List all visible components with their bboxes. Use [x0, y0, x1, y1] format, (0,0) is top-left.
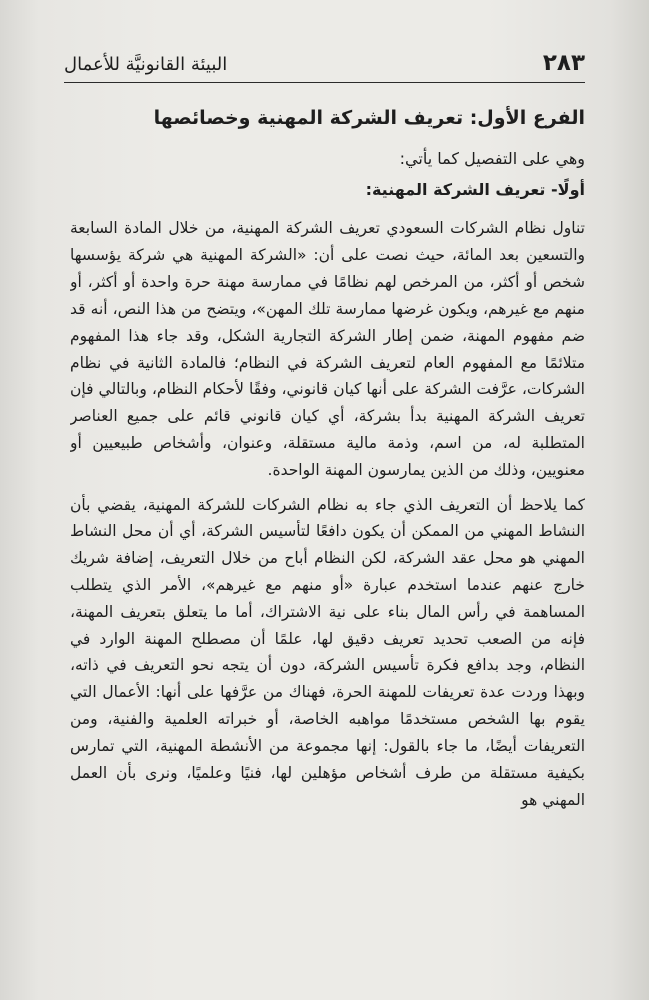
page-body — [70, 104, 585, 988]
intro-line: وهي على التفصيل كما يأتي: — [399, 149, 585, 169]
page-number: ٢٨٣ — [542, 50, 585, 76]
subheading: أولًا- تعريف الشركة المهنية: — [365, 180, 585, 200]
paragraph-analysis: كما يلاحظ أن التعريف الذي جاء به نظام الشركات للشركة المهنية، يقضي بأن النشاط المهني من الممكن أن يكون دافعًا لتأسيس الشركة، أي أن محل النشاط المهني هو محل عقد الشركة، لكن النظام أباح من خلال التعريف، إضافة شريك خارج عنهم عندما استخدم عبارة «أو منهم مع غيرهم»، الأمر الذي يتطلب المساهمة في رأس المال بناء على نية الاشتراك، أما ما يتعلق بتعريف المهنة، فإنه من الصعب تحديد تعريف دقيق لها، علمًا أن مصطلح المهنة الوارد في النظام، وجد بدافع فكرة تأسيس الشركة، دون أن يتجه نحو التعريف في ذاته، وبهذا وردت عدة تعريفات للمهنة الحرة، فهناك من عرَّفها على أنها: الأعمال التي يقوم بها الشخص مستخدمًا مواهبه الخاصة، أو خبراته العلمية والفنية، ومن التعريفات أيضًا، ما جاء بالقول: إنها مجموعة من الأنشطة المهنية، التي تمارس بكيفية مستقلة من طرف أشخاص مؤهلين لها، فنيًا وعلميًا، ونرى بأن العمل المهني هو — [70, 495, 585, 809]
running-header — [64, 44, 585, 83]
section-title: الفرع الأول: تعريف الشركة المهنية وخصائصها — [153, 107, 585, 129]
paragraph-definition: تناول نظام الشركات السعودي تعريف الشركة المهنية، من خلال المادة السابعة والتسعين بعد المائة، حيث نصت على أن: «الشركة المهنية هي شركة يؤسسها شخص أو أكثر، من المرخص لهم نظامًا في ممارسة مهنة حرة واحدة أو أكثر، أو منهم مع غيرهم، ويكون غرضها ممارسة تلك المهن»، ويتضح من هذا النص، أنه قد ضم مفهوم المهنة، ضمن إطار الشركة التجارية الشكل، وقد جاء هذا المفهوم متلائمًا مع المفهوم العام لتعريف الشركة في النظام؛ فالمادة الثانية في نظام الشركات، عرَّفت الشركة على أنها كيان قانوني، وفقًا لأحكام النظام، وبالتالي فإن تعريف الشركة المهنية بدأ بشركة، أي كيان قانوني قائم على جميع العناصر المتطلبة له، من اسم، وذمة مالية مستقلة، وعنوان، وأشخاص طبيعيين أو معنويين، وذلك من الذين يمارسون المهنة الواحدة. — [70, 219, 585, 479]
book-title: البيئة القانونيَّة للأعمال — [64, 54, 228, 75]
